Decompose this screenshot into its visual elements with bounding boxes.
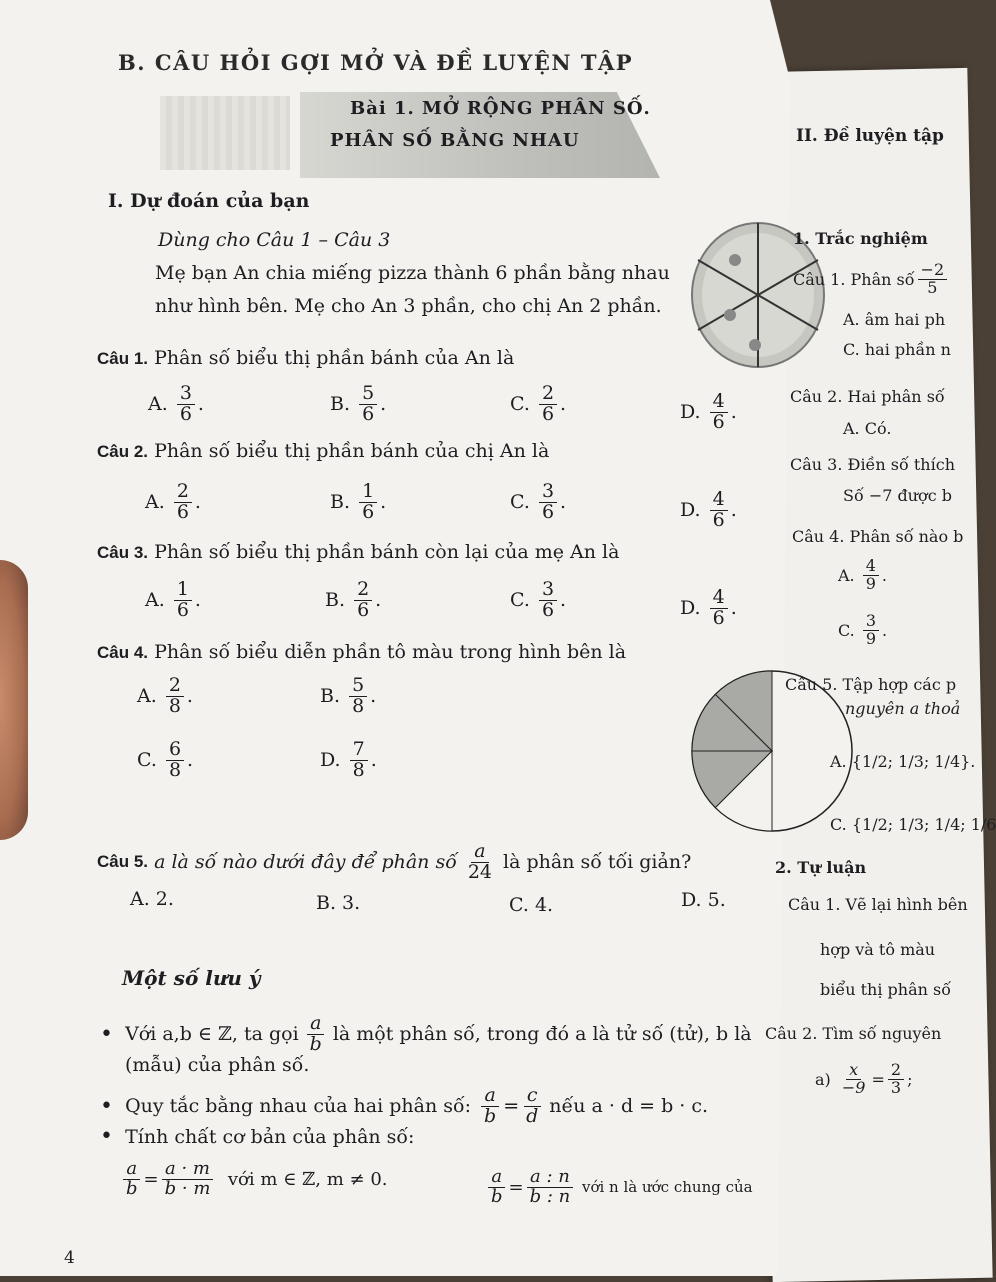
q5-option-d[interactable]: D. 5. <box>681 889 726 911</box>
shaded-circle-figure <box>682 668 778 834</box>
q3-option-a[interactable]: A. $\frac{1}{6}$ . <box>145 578 201 621</box>
intro-line2: như hình bên. Mẹ cho An 3 phần, cho chị An 2 phần. <box>155 295 662 317</box>
q4-option-c[interactable]: C. $\frac{6}{8}$ . <box>137 738 194 781</box>
q1-stem: Câu 1. Phân số biểu thị phần bánh của An là <box>97 347 515 369</box>
q3-option-c[interactable]: C. $\frac{3}{6}$ . <box>510 578 567 621</box>
q1-option-a[interactable]: A. $\frac{3}{6}$ . <box>148 382 204 425</box>
property-multiply: $\frac{a}{b}$ = $\frac{a \cdot m}{b \cdot m}$ với m ∈ ℤ, m ≠ 0. <box>120 1160 388 1199</box>
right-tl-q2-a: a) $\frac{x}{-9}$ = $\frac{2}{3}$ ; <box>815 1060 913 1097</box>
note-bullet-1: • Với a,b ∈ ℤ, ta gọi $\frac{a}{b}$ là một phân số, trong đó a là tử số (tử), b là <box>100 1012 752 1055</box>
q1-option-c[interactable]: C. $\frac{2}{6}$ . <box>510 382 567 425</box>
lesson-title-line2: PHÂN SỐ BẰNG NHAU <box>330 130 580 151</box>
right-q4: Câu 4. Phân số nào b <box>792 527 964 546</box>
q2-option-b[interactable]: B. $\frac{1}{6}$ . <box>330 480 387 523</box>
q4-stem: Câu 4. Phân số biểu diễn phần tô màu trong hình bên là <box>97 641 627 663</box>
section-title: B. CÂU HỎI GỢI MỞ VÀ ĐỀ LUYỆN TẬP <box>118 50 634 75</box>
lesson-title-line1: Bài 1. MỞ RỘNG PHÂN SỐ. <box>350 98 651 119</box>
right-q5: Câu 5. Tập hợp các p <box>785 675 957 694</box>
right-title: II. Đề luyện tập <box>796 126 944 146</box>
right-q3: Câu 3. Điền số thích <box>790 455 955 474</box>
thumb <box>0 560 28 840</box>
part1-title: I. Dự đoán của bạn <box>108 190 310 212</box>
q3-option-b[interactable]: B. $\frac{2}{6}$ . <box>325 578 382 621</box>
note-bullet-1-line2: (mẫu) của phân số. <box>125 1054 310 1076</box>
q2-option-c[interactable]: C. $\frac{3}{6}$ . <box>510 480 567 523</box>
right-tl-q1: Câu 1. Vẽ lại hình bên <box>788 895 968 914</box>
q1-option-d[interactable]: D. $\frac{4}{6}$ . <box>680 390 737 433</box>
property-divide: $\frac{a}{b}$ = $\frac{a : n}{b : n}$ với n là ước chung của <box>485 1168 753 1207</box>
right-tuluan: 2. Tự luận <box>775 858 867 877</box>
q2-option-a[interactable]: A. $\frac{2}{6}$ . <box>145 480 201 523</box>
notes-title: Một số lưu ý <box>122 966 261 990</box>
right-q1: Câu 1. Phân số $\frac{-2}{5}$ <box>793 262 950 297</box>
q4-option-d[interactable]: D. $\frac{7}{8}$ . <box>320 738 377 781</box>
right-tl-q1-line2: hợp và tô màu <box>820 940 936 959</box>
q4-option-a[interactable]: A. $\frac{2}{8}$ . <box>137 674 193 717</box>
q2-stem: Câu 2. Phân số biểu thị phần bánh của chị An là <box>97 440 550 462</box>
pizza-figure <box>690 220 790 370</box>
right-tl-q1-line3: biểu thị phân số <box>820 980 952 999</box>
q3-stem: Câu 3. Phân số biểu thị phần bánh còn lại của mẹ An là <box>97 541 620 563</box>
right-q2-a[interactable]: A. Có. <box>843 419 892 438</box>
right-q4-a[interactable]: A. $\frac{4}{9}$ . <box>838 556 888 593</box>
note-bullet-2: • Quy tắc bằng nhau của hai phân số: $\frac{a}{b}$ = $\frac{c}{d}$ nếu a · d = b · c. <box>100 1084 709 1127</box>
right-tl-q2: Câu 2. Tìm số nguyên <box>765 1024 942 1043</box>
q3-option-d[interactable]: D. $\frac{4}{6}$ . <box>680 586 737 629</box>
right-q5-line2: nguyên a thoả <box>845 699 961 718</box>
q5-option-b[interactable]: B. 3. <box>316 892 361 914</box>
right-q5-a[interactable]: A. {1/2; 1/3; 1/4}. <box>830 752 976 771</box>
right-q2: Câu 2. Hai phân số <box>790 387 945 406</box>
intro-line1: Mẹ bạn An chia miếng pizza thành 6 phần bằng nhau <box>155 262 670 284</box>
q5-option-c[interactable]: C. 4. <box>509 894 554 916</box>
q2-option-d[interactable]: D. $\frac{4}{6}$ . <box>680 488 737 531</box>
usage-note: Dùng cho Câu 1 – Câu 3 <box>158 229 391 251</box>
right-q3-b: Số −7 được b <box>843 486 952 505</box>
page-number: 4 <box>64 1248 75 1268</box>
q4-option-b[interactable]: B. $\frac{5}{8}$ . <box>320 674 377 717</box>
note-bullet-3: • Tính chất cơ bản của phân số: <box>100 1124 415 1149</box>
q5-option-a[interactable]: A. 2. <box>130 888 174 910</box>
banner-decoration <box>160 96 290 170</box>
right-q1-c[interactable]: C. hai phần n <box>843 340 951 359</box>
q5-stem: Câu 5. a là số nào dưới đây để phân số $\frac{a}{24}$ là phân số tối giản? <box>97 840 692 883</box>
right-q5-c[interactable]: C. {1/2; 1/3; 1/4; 1/6 <box>830 815 996 834</box>
q1-option-b[interactable]: B. $\frac{5}{6}$ . <box>330 382 387 425</box>
right-q4-c[interactable]: C. $\frac{3}{9}$ . <box>838 611 888 648</box>
right-tracnghiem: 1. Trắc nghiệm <box>793 229 928 248</box>
right-q1-a[interactable]: A. âm hai ph <box>843 310 946 329</box>
